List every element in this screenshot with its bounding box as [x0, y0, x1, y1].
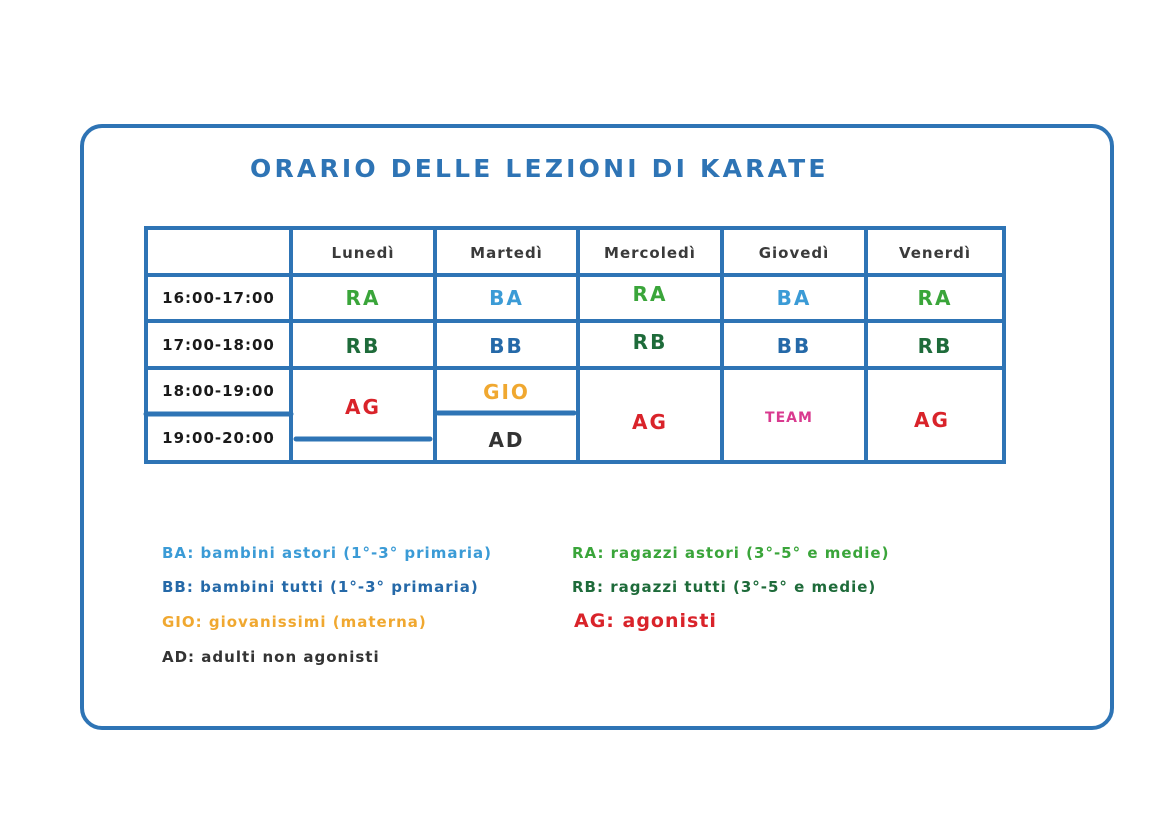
- time-slot-19: 19:00-20:00: [162, 429, 275, 447]
- class-cell-giovanissimi: GIO: [483, 380, 530, 404]
- header-day-friday: Venerdì: [898, 243, 972, 262]
- class-cell-team: TEAM: [765, 410, 813, 426]
- class-cell: RB: [917, 333, 953, 358]
- class-cell: BB: [489, 333, 524, 358]
- class-cell: RA: [917, 286, 953, 310]
- class-cell: RB: [632, 329, 668, 354]
- class-cell-agonisti: AG: [914, 408, 950, 432]
- legend-ad: AD: adulti non agonisti: [162, 648, 380, 666]
- legend-ba: BA: bambini astori (1°-3° primaria): [162, 544, 492, 562]
- class-cell: BA: [489, 286, 524, 310]
- class-cell: RA: [345, 286, 381, 310]
- header-day-monday: Lunedì: [331, 243, 395, 262]
- legend-ra: RA: ragazzi astori (3°-5° e medie): [572, 544, 890, 562]
- class-cell-agonisti: AG: [632, 410, 668, 434]
- class-cell: RA: [632, 282, 668, 306]
- header-day-wednesday: Mercoledì: [604, 243, 696, 262]
- legend-rb: RB: ragazzi tutti (3°-5° e medie): [572, 578, 877, 596]
- legend-ag: AG: agonisti: [574, 610, 717, 632]
- class-cell: BA: [776, 286, 812, 310]
- class-cell: BB: [776, 333, 812, 358]
- time-slot-17: 17:00-18:00: [162, 335, 275, 354]
- legend-bb: BB: bambini tutti (1°-3° primaria): [162, 578, 479, 596]
- class-cell-adulti: AD: [488, 428, 525, 452]
- time-slot-18: 18:00-19:00: [162, 382, 275, 400]
- header-day-thursday: Giovedì: [758, 243, 830, 262]
- class-cell: RB: [345, 333, 381, 358]
- class-cell-agonisti: AG: [345, 395, 381, 419]
- time-slot-16: 16:00-17:00: [162, 289, 275, 307]
- header-day-tuesday: Martedì: [470, 243, 543, 262]
- page-title: ORARIO DELLE LEZIONI DI KARATE: [250, 154, 829, 183]
- legend-gio: GIO: giovanissimi (materna): [162, 613, 427, 631]
